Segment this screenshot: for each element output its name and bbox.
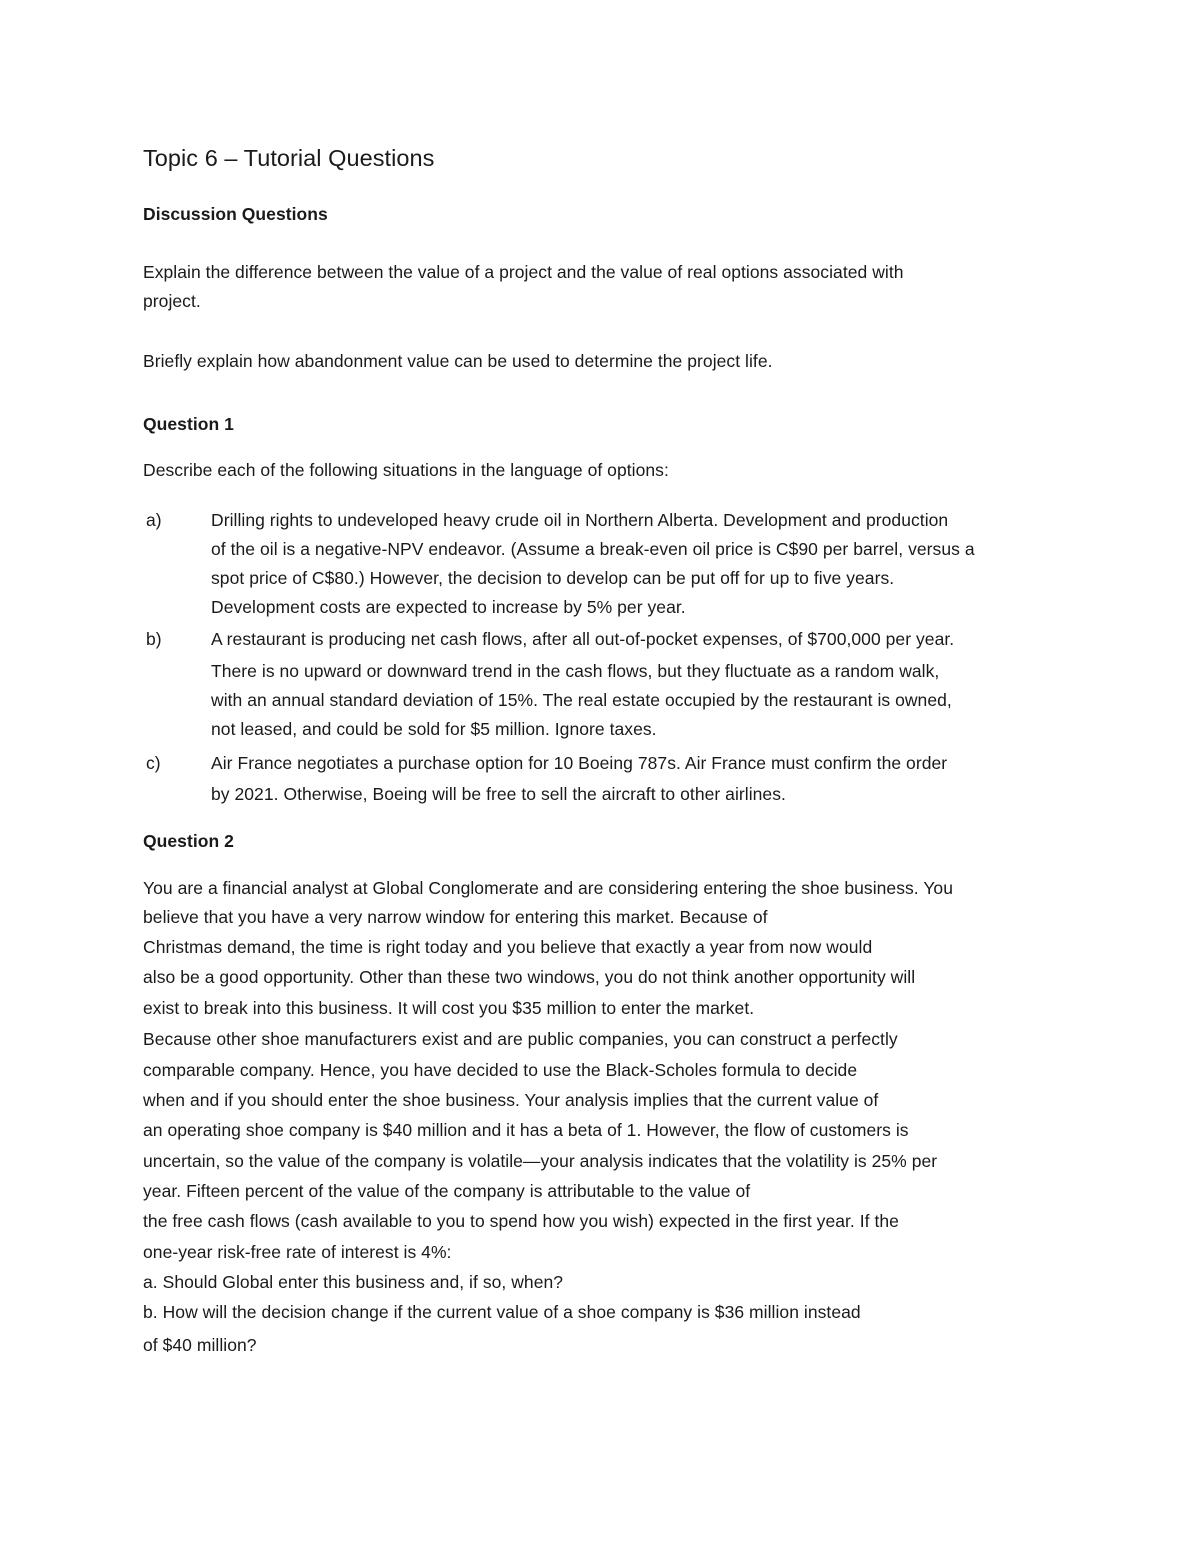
question-2-line-10: uncertain, so the value of the company is volatile—your analysis indicates that the volatility is 25% per [143, 1151, 938, 1171]
item-a-line-1: Drilling rights to undeveloped heavy crude oil in Northern Alberta. Development and production [211, 510, 949, 530]
discussion-heading: Discussion Questions [143, 204, 328, 224]
item-c-line-2: by 2021. Otherwise, Boeing will be free to sell the aircraft to other airlines. [211, 784, 786, 804]
list-marker-b: b) [146, 629, 162, 649]
question-2-line-1: You are a financial analyst at Global Conglomerate and are considering entering the shoe business. You [143, 878, 953, 898]
discussion-question-2: Briefly explain how abandonment value can be used to determine the project life. [143, 351, 773, 371]
question-2-line-7: comparable company. Hence, you have decided to use the Black-Scholes formula to decide [143, 1060, 858, 1080]
item-a-line-4: Development costs are expected to increase by 5% per year. [211, 597, 686, 617]
list-marker-a: a) [146, 510, 162, 530]
question-2-line-4: also be a good opportunity. Other than these two windows, you do not think another opportunity will [143, 967, 916, 987]
question-2-line-11: year. Fifteen percent of the value of the company is attributable to the value of [143, 1181, 751, 1201]
question-2-line-13: one-year risk-free rate of interest is 4%: [143, 1242, 452, 1262]
question-2-line-12: the free cash flows (cash available to you to spend how you wish) expected in the first year. If the [143, 1211, 899, 1231]
question-2-part-b-line-2: of $40 million? [143, 1335, 257, 1355]
discussion-question-1-line-1: Explain the difference between the value of a project and the value of real options associated with [143, 262, 904, 282]
question-2-part-b-line-1: b. How will the decision change if the current value of a shoe company is $36 million instead [143, 1302, 861, 1322]
question-2-line-5: exist to break into this business. It will cost you $35 million to enter the market. [143, 998, 755, 1018]
question-2-heading: Question 2 [143, 831, 234, 851]
question-1-intro: Describe each of the following situations in the language of options: [143, 460, 669, 480]
item-b-line-4: not leased, and could be sold for $5 million. Ignore taxes. [211, 719, 657, 739]
item-a-line-2: of the oil is a negative-NPV endeavor. (Assume a break-even oil price is C$90 per barrel, versus a [211, 539, 975, 559]
question-2-line-6: Because other shoe manufacturers exist and are public companies, you can construct a perfectly [143, 1029, 898, 1049]
item-a-line-3: spot price of C$80.) However, the decision to develop can be put off for up to five years. [211, 568, 895, 588]
question-1-heading: Question 1 [143, 414, 234, 434]
item-b-line-1: A restaurant is producing net cash flows, after all out-of-pocket expenses, of $700,000 per year. [211, 629, 955, 649]
item-c-line-1: Air France negotiates a purchase option for 10 Boeing 787s. Air France must confirm the order [211, 753, 948, 773]
question-2-line-8: when and if you should enter the shoe business. Your analysis implies that the current value of [143, 1090, 879, 1110]
page-title: Topic 6 – Tutorial Questions [143, 145, 435, 171]
item-b-line-3: with an annual standard deviation of 15%. The real estate occupied by the restaurant is owned, [211, 690, 952, 710]
question-2-line-9: an operating shoe company is $40 million and it has a beta of 1. However, the flow of customers is [143, 1120, 909, 1140]
question-2-line-3: Christmas demand, the time is right today and you believe that exactly a year from now would [143, 937, 873, 957]
question-2-line-2: believe that you have a very narrow window for entering this market. Because of [143, 907, 768, 927]
list-marker-c: c) [146, 753, 161, 773]
discussion-question-1-line-2: project. [143, 291, 201, 311]
item-b-line-2: There is no upward or downward trend in the cash flows, but they fluctuate as a random walk, [211, 661, 940, 681]
question-2-part-a: a. Should Global enter this business and, if so, when? [143, 1272, 564, 1292]
